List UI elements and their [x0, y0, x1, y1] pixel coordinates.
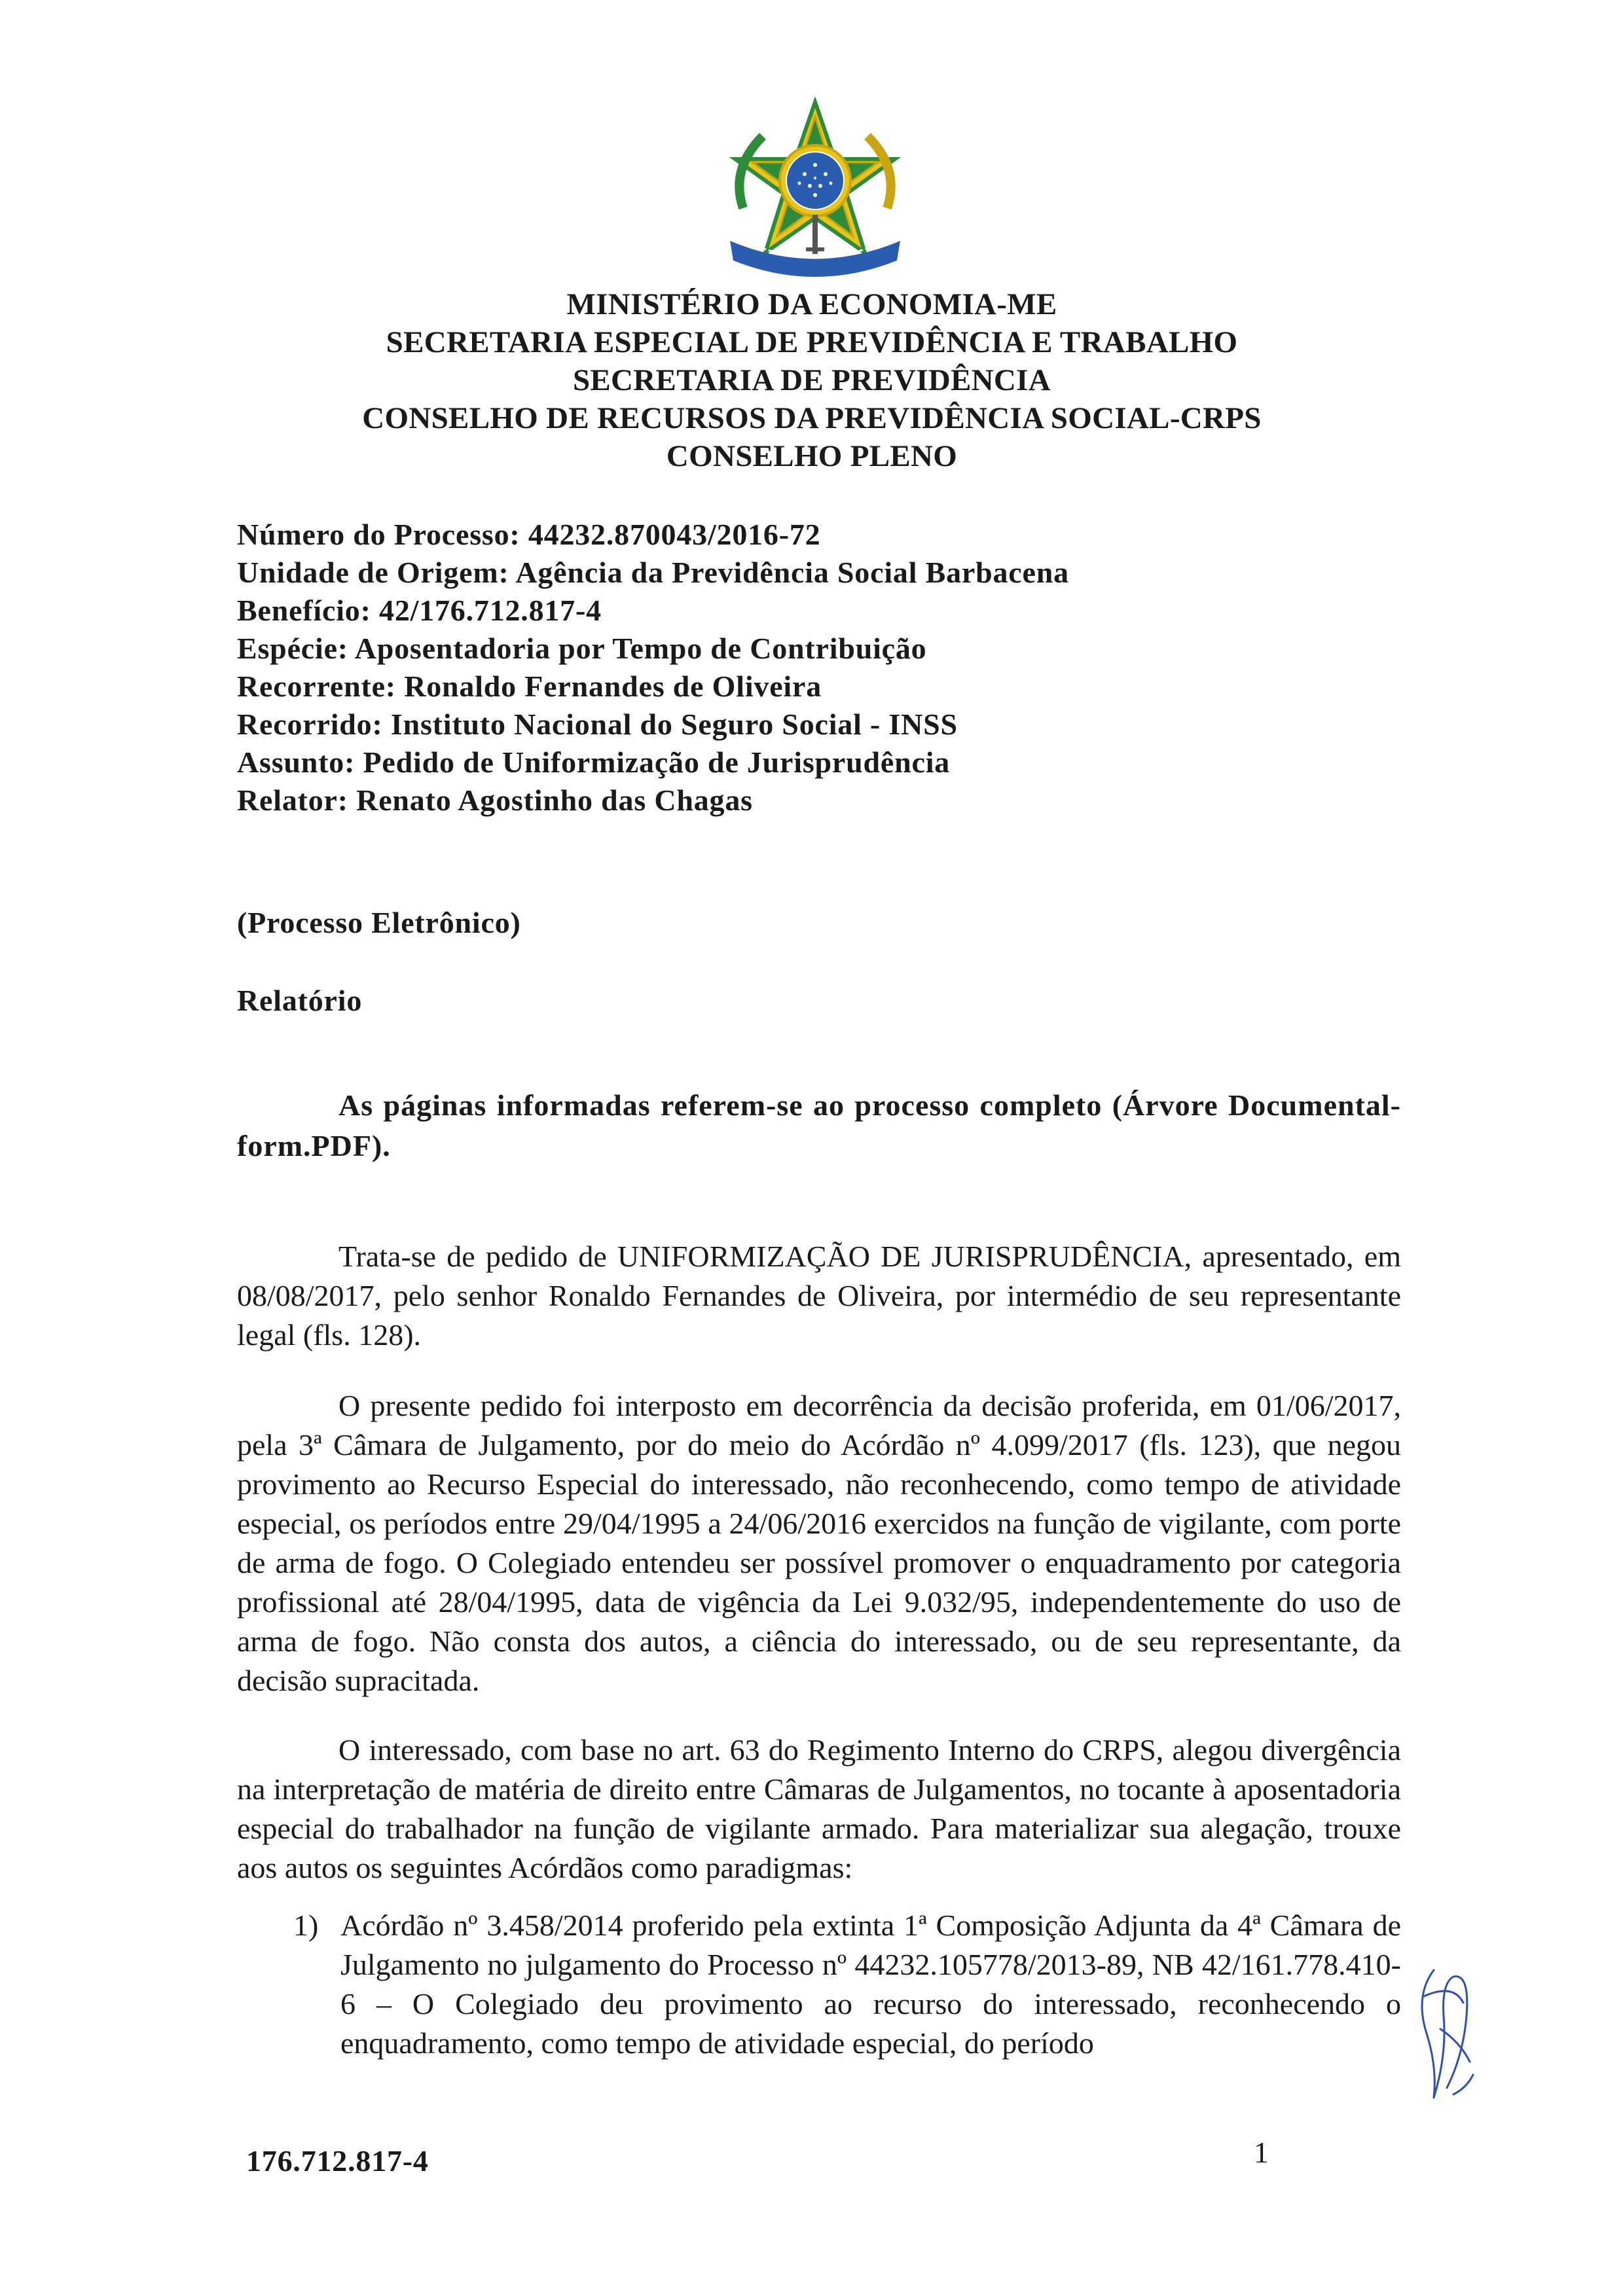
pages-note: As páginas informadas referem-se ao processo completo (Árvore Documental-form.PDF).: [237, 1088, 1401, 1162]
coat-of-arms-emblem: [717, 97, 913, 287]
header-line: MINISTÉRIO DA ECONOMIA-ME: [566, 287, 1057, 321]
body-paragraph: O interessado, com base no art. 63 do Regimento Interno do CRPS, alegou divergência na interpretação de matéria de direito entre Câmaras de Julgamentos, no tocante à aposentadoria especial do trabalhador na função de vigilante armado. Para materializar sua alegação, trouxe aos autos os seguintes Acórdãos como paradigmas:: [237, 1733, 1401, 1884]
meta-process-number: Número do Processo: 44232.870043/2016-72: [237, 518, 821, 551]
section-title: Relatório: [237, 984, 363, 1017]
body-paragraph: O presente pedido foi interposto em decorrência da decisão proferida, em 01/06/2017, pela 3ª Câmara de Julgamento, por do meio do Acórdão nº 4.099/2017 (fls. 123), que negou provimento ao Recurso Especial do interessado, não reconhecendo, como tempo de atividade especial, os períodos entre 29/04/1995 a 24/06/2016 exercidos na função de vigilante, com porte de arma de fogo. O Colegiado entendeu ser possível promover o enquadramento por categoria profissional até 28/04/1995, data de vigência da Lei 9.032/95, independentemente do uso de arma de fogo. Não consta dos autos, a ciência do interessado, ou de seu representante, da decisão supracitada.: [237, 1389, 1401, 1697]
signature-initials: [1408, 1957, 1480, 2114]
page-number: 1: [1254, 2136, 1269, 2169]
meta-origin-unit: Unidade de Origem: Agência da Previdência Social Barbacena: [237, 556, 1069, 589]
process-type-label: (Processo Eletrônico): [237, 906, 521, 939]
header-line: SECRETARIA ESPECIAL DE PREVIDÊNCIA E TRABALHO: [386, 325, 1238, 359]
meta-appellant: Recorrente: Ronaldo Fernandes de Oliveira: [237, 670, 822, 703]
meta-benefit: Benefício: 42/176.712.817-4: [237, 594, 602, 627]
meta-species: Espécie: Aposentadoria por Tempo de Contribuição: [237, 632, 927, 665]
footer-benefit-number: 176.712.817-4: [246, 2144, 429, 2178]
meta-rapporteur: Relator: Renato Agostinho das Chagas: [237, 783, 753, 817]
body-paragraph: Trata-se de pedido de UNIFORMIZAÇÃO DE JURISPRUDÊNCIA, apresentado, em 08/08/2017, pelo senhor Ronaldo Fernandes de Oliveira, por intermédio de seu representante legal (fls. 128).: [237, 1240, 1401, 1352]
header-line: CONSELHO PLENO: [666, 439, 958, 473]
header-line: CONSELHO DE RECURSOS DA PREVIDÊNCIA SOCIAL-CRPS: [362, 401, 1262, 435]
header-line: SECRETARIA DE PREVIDÊNCIA: [572, 363, 1051, 397]
meta-appellee: Recorrido: Instituto Nacional do Seguro Social - INSS: [237, 708, 958, 741]
list-item-text: Acórdão nº 3.458/2014 proferido pela extinta 1ª Composição Adjunta da 4ª Câmara de Julgamento no julgamento do Processo nº 44232.105778/2013-89, NB 42/161.778.410-6 – O Colegiado deu provimento ao recurso do interessado, reconhecendo o enquadramento, como tempo de atividade especial, do período: [340, 1909, 1401, 2060]
process-metadata: [237, 516, 1415, 819]
meta-subject: Assunto: Pedido de Uniformização de Jurisprudência: [237, 745, 951, 779]
list-item-number: 1): [293, 1909, 319, 1942]
document-header: [196, 285, 1427, 475]
